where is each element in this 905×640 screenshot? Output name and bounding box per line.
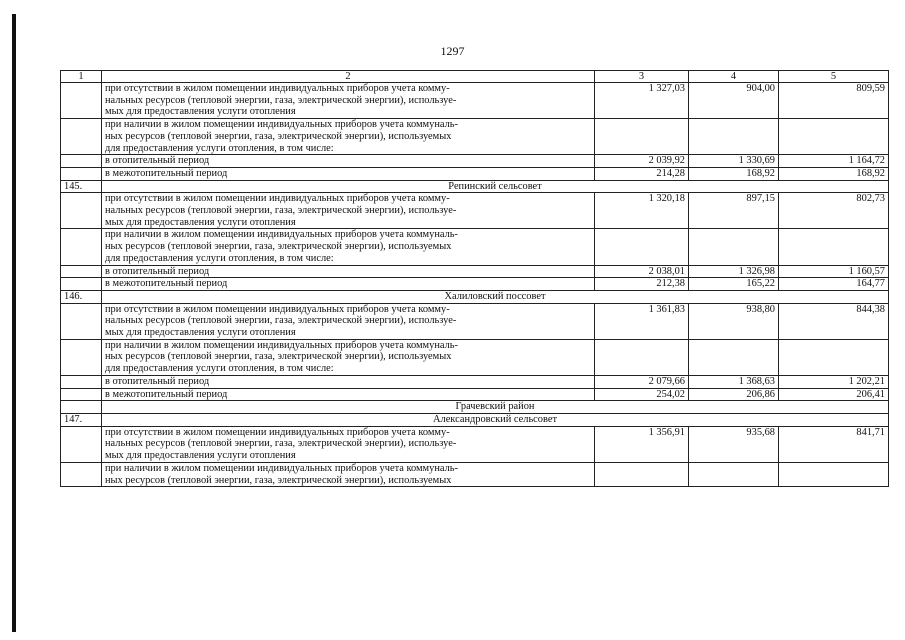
- value-col-3: [595, 229, 689, 265]
- value-col-5: 164,77: [779, 278, 889, 291]
- row-description: [102, 83, 595, 119]
- description-line: для предоставления услуги отопления, в том числе:: [105, 252, 334, 264]
- row-number: [61, 375, 102, 388]
- row-description: [102, 278, 595, 291]
- value-col-4: 904,00: [689, 83, 779, 119]
- description-line: при отсутствии в жилом помещении индивидуальных приборов учета комму-: [105, 303, 450, 315]
- description-line: нальных ресурсов (тепловой энергии, газа, электрической энергии), используе-: [105, 94, 457, 106]
- value-col-4: 1 368,63: [689, 375, 779, 388]
- value-col-4: [689, 119, 779, 155]
- value-col-5: 1 164,72: [779, 155, 889, 168]
- value-col-3: 2 039,92: [595, 155, 689, 168]
- column-header-2: 2: [102, 71, 595, 83]
- value-col-5: 802,73: [779, 193, 889, 229]
- value-col-3: [595, 339, 689, 375]
- row-number: [61, 339, 102, 375]
- row-number: [61, 193, 102, 229]
- row-description: [102, 167, 595, 180]
- row-description: [102, 339, 595, 375]
- row-number: [61, 401, 102, 414]
- row-number: [61, 303, 102, 339]
- description-line: в межотопительный период: [105, 167, 228, 179]
- row-number: [61, 462, 102, 486]
- value-col-5: [779, 119, 889, 155]
- description-line: ных ресурсов (тепловой энергии, газа, электрической энергии), используемых: [105, 130, 452, 142]
- value-col-5: 809,59: [779, 83, 889, 119]
- row-description: [102, 119, 595, 155]
- value-col-5: [779, 339, 889, 375]
- value-col-3: 1 327,03: [595, 83, 689, 119]
- row-description: [102, 388, 595, 401]
- page-number: 1297: [440, 44, 465, 58]
- description-line: при отсутствии в жилом помещении индивидуальных приборов учета комму-: [105, 83, 450, 94]
- row-description: [102, 303, 595, 339]
- value-col-3: 1 361,83: [595, 303, 689, 339]
- description-line: при отсутствии в жилом помещении индивидуальных приборов учета комму-: [105, 193, 450, 205]
- row-description: [102, 265, 595, 278]
- value-col-4: 938,80: [689, 303, 779, 339]
- row-description: [102, 229, 595, 265]
- row-number: [61, 229, 102, 265]
- value-col-4: 1 326,98: [689, 265, 779, 278]
- description-line: нальных ресурсов (тепловой энергии, газа, электрической энергии), используе-: [105, 438, 457, 450]
- description-line: при наличии в жилом помещении индивидуальных приборов учета коммуналь-: [105, 229, 458, 241]
- row-description: [102, 155, 595, 168]
- value-col-4: 165,22: [689, 278, 779, 291]
- value-col-5: 841,71: [779, 426, 889, 462]
- column-header-4: 4: [689, 71, 779, 83]
- row-description: [102, 462, 595, 486]
- value-col-3: 1 356,91: [595, 426, 689, 462]
- value-col-4: [689, 339, 779, 375]
- description-line: мых для предоставления услуги отопления: [105, 327, 296, 339]
- table-row: [61, 339, 889, 375]
- description-line: при наличии в жилом помещении индивидуальных приборов учета коммуналь-: [105, 462, 458, 474]
- column-header-1: 1: [61, 71, 102, 83]
- table-row: [61, 462, 889, 486]
- description-line: в межотопительный период: [105, 388, 228, 400]
- value-col-3: 254,02: [595, 388, 689, 401]
- description-line: в межотопительный период: [105, 278, 228, 290]
- description-line: в отопительный период: [105, 265, 210, 277]
- row-number: 146.: [61, 290, 102, 303]
- description-line: ных ресурсов (тепловой энергии, газа, электрической энергии), используемых: [105, 241, 452, 253]
- row-number: [61, 167, 102, 180]
- value-col-4: 1 330,69: [689, 155, 779, 168]
- row-number: 145.: [61, 180, 102, 193]
- value-col-5: 168,92: [779, 167, 889, 180]
- table-row: [61, 193, 889, 229]
- table-row: [61, 278, 889, 291]
- value-col-3: 214,28: [595, 167, 689, 180]
- section-row: [61, 290, 889, 303]
- value-col-4: 206,86: [689, 388, 779, 401]
- table-row: [61, 229, 889, 265]
- description-line: мых для предоставления услуги отопления: [105, 216, 296, 228]
- table-row: [61, 83, 889, 119]
- value-col-4: 935,68: [689, 426, 779, 462]
- row-number: [61, 83, 102, 119]
- value-col-3: [595, 462, 689, 486]
- value-col-5: [779, 229, 889, 265]
- description-line: для предоставления услуги отопления, в том числе:: [105, 363, 334, 375]
- value-col-4: 897,15: [689, 193, 779, 229]
- column-header-3: 3: [595, 71, 689, 83]
- description-line: при наличии в жилом помещении индивидуальных приборов учета коммуналь-: [105, 339, 458, 351]
- table-row: [61, 167, 889, 180]
- value-col-4: [689, 229, 779, 265]
- table-row: [61, 375, 889, 388]
- description-line: для предоставления услуги отопления, в том числе:: [105, 142, 334, 154]
- value-col-5: [779, 462, 889, 486]
- tariff-table-body: [61, 71, 889, 487]
- row-description: [102, 375, 595, 388]
- value-col-3: 2 079,66: [595, 375, 689, 388]
- section-title: Халиловский поссовет: [102, 290, 889, 303]
- row-number: [61, 119, 102, 155]
- description-line: при отсутствии в жилом помещении индивидуальных приборов учета комму-: [105, 426, 450, 438]
- table-header-row: [61, 71, 889, 83]
- scan-edge-line: [12, 14, 16, 632]
- tariff-table: [60, 70, 889, 487]
- table-row: [61, 303, 889, 339]
- row-number: [61, 388, 102, 401]
- section-row: [61, 401, 889, 414]
- table-row: [61, 155, 889, 168]
- row-number: [61, 278, 102, 291]
- section-row: [61, 413, 889, 426]
- description-line: при наличии в жилом помещении индивидуальных приборов учета коммуналь-: [105, 119, 458, 131]
- description-line: нальных ресурсов (тепловой энергии, газа, электрической энергии), используе-: [105, 205, 457, 217]
- section-title: Грачевский район: [102, 401, 889, 414]
- description-line: в отопительный период: [105, 375, 210, 387]
- description-line: мых для предоставления услуги отопления: [105, 106, 296, 118]
- value-col-3: 2 038,01: [595, 265, 689, 278]
- table-row: [61, 426, 889, 462]
- description-line: ных ресурсов (тепловой энергии, газа, электрической энергии), используемых: [105, 474, 452, 486]
- value-col-3: [595, 119, 689, 155]
- value-col-4: 168,92: [689, 167, 779, 180]
- section-title: Александровский сельсовет: [102, 413, 889, 426]
- value-col-3: 1 320,18: [595, 193, 689, 229]
- value-col-5: 206,41: [779, 388, 889, 401]
- column-header-5: 5: [779, 71, 889, 83]
- value-col-4: [689, 462, 779, 486]
- section-row: [61, 180, 889, 193]
- description-line: мых для предоставления услуги отопления: [105, 450, 296, 462]
- row-description: [102, 193, 595, 229]
- value-col-5: 1 202,21: [779, 375, 889, 388]
- table-row: [61, 388, 889, 401]
- value-col-5: 1 160,57: [779, 265, 889, 278]
- row-number: [61, 155, 102, 168]
- row-number: [61, 426, 102, 462]
- section-title: Репинский сельсовет: [102, 180, 889, 193]
- description-line: ных ресурсов (тепловой энергии, газа, электрической энергии), используемых: [105, 351, 452, 363]
- value-col-5: 844,38: [779, 303, 889, 339]
- description-line: в отопительный период: [105, 155, 210, 167]
- description-line: нальных ресурсов (тепловой энергии, газа, электрической энергии), используе-: [105, 315, 457, 327]
- table-row: [61, 265, 889, 278]
- row-number: [61, 265, 102, 278]
- value-col-3: 212,38: [595, 278, 689, 291]
- table-row: [61, 119, 889, 155]
- row-number: 147.: [61, 413, 102, 426]
- row-description: [102, 426, 595, 462]
